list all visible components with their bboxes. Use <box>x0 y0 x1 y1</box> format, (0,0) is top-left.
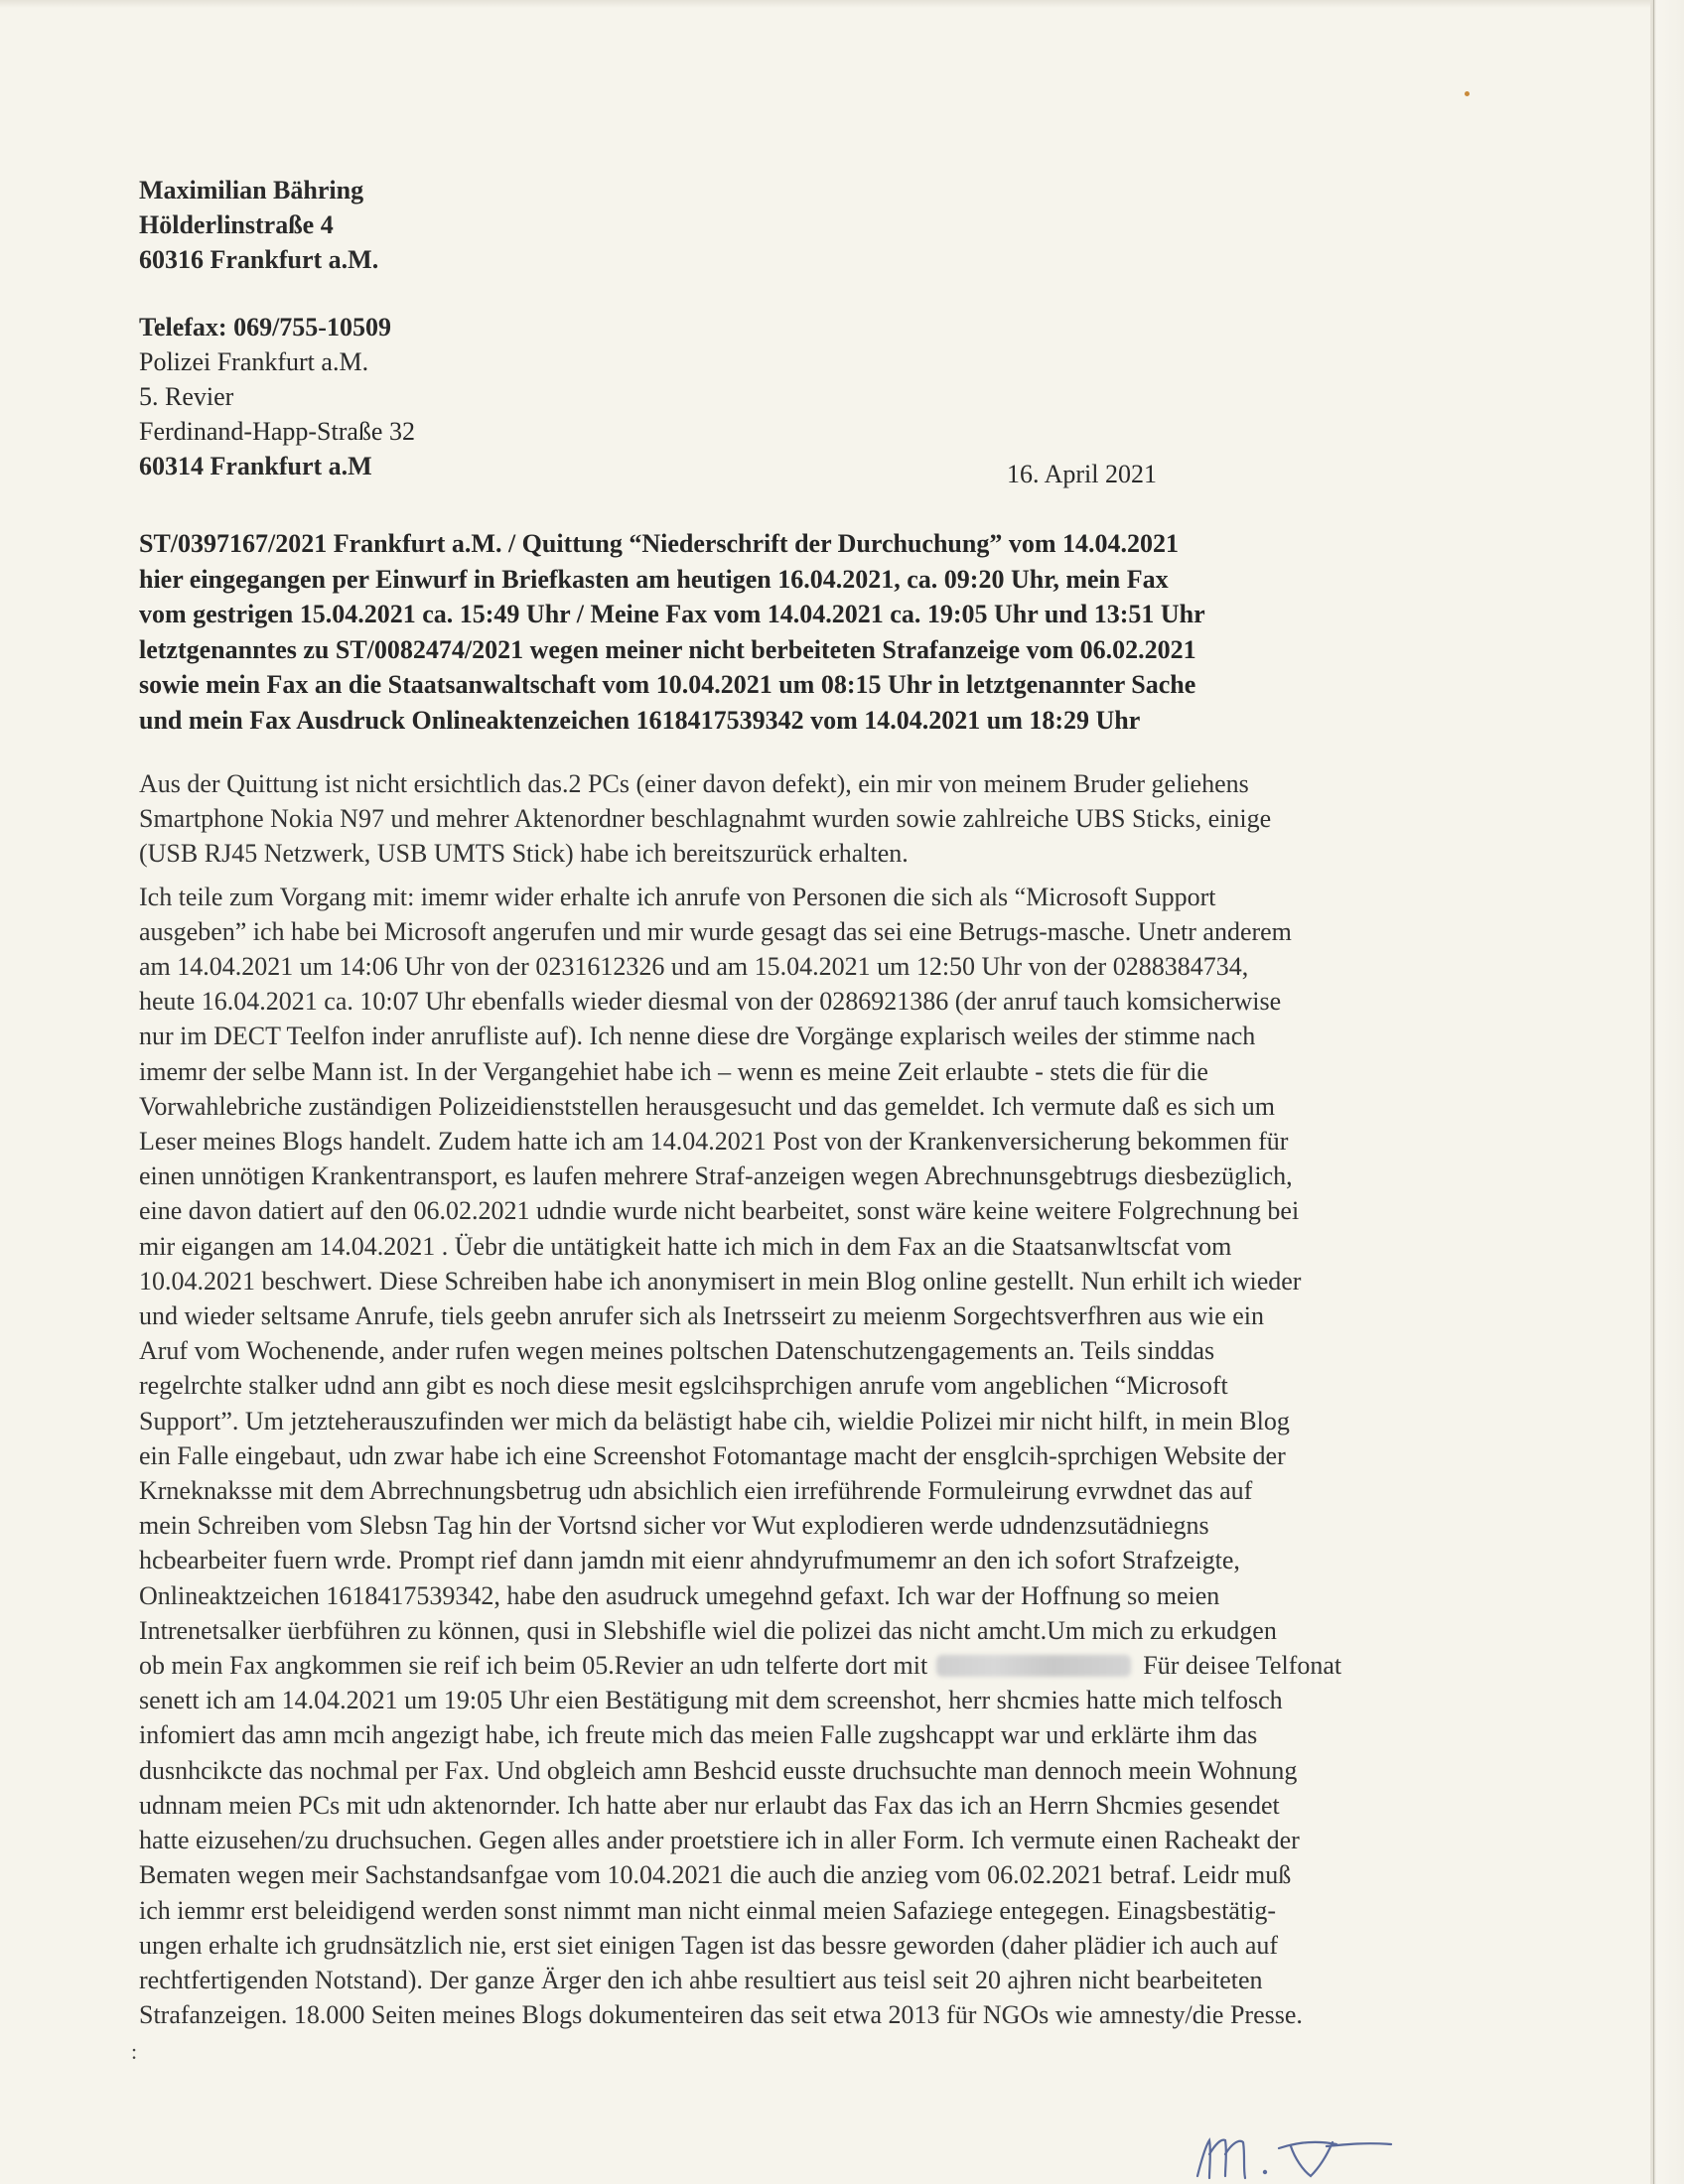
body-paragraph-2 <box>139 880 1529 2033</box>
body-line: dusnhcikcte das nochmal per Fax. Und obgleich amn Beshcid eusste druchsuchte man dennoch meein Wohnung <box>139 1755 1298 1785</box>
body-line: ein Falle eingebaut, udn zwar habe ich eine Screenshot Fotomantage macht der ensglcih-sprchigen Website der <box>139 1440 1286 1470</box>
body-line: heute 16.04.2021 ca. 10:07 Uhr ebenfalls wieder diesmal von der 0286921386 (der anruf tauch komsicherwise <box>139 987 1282 1017</box>
subject-line: sowie mein Fax an die Staatsanwaltschaft vom 10.04.2021 um 08:15 Uhr in letztgenannter Sache <box>139 670 1196 700</box>
body-line: udnnam meien PCs mit udn aktenornder. Ich hatte aber nur erlaubt das Fax das ich an Herrn Shcmies gesendet <box>139 1790 1280 1820</box>
body-paragraph-1 <box>139 766 1529 872</box>
subject-line: letztgenanntes zu ST/0082474/2021 wegen meiner nicht berbeiteten Strafanzeige vom 06.02.2021 <box>139 634 1196 664</box>
subject-line: hier eingegangen per Einwurf in Briefkasten am heutigen 16.04.2021, ca. 09:20 Uhr, mein Fax <box>139 564 1169 594</box>
body-line-redacted <box>139 1648 1529 1683</box>
body-text: ob mein Fax angkommen sie reif ich beim 05.Revier an udn telferte dort mit <box>139 1651 928 1681</box>
redacted-name <box>936 1655 1131 1677</box>
body-line: 10.04.2021 beschwert. Diese Schreiben habe ich anonymisert in mein Blog online gestellt. Nun erhilt ich wieder <box>139 1266 1302 1296</box>
body-line: Bematen wegen meir Sachstandsanfgae vom 10.04.2021 die auch die anzieg vom 06.02.2021 betraf. Leidr muß <box>139 1860 1292 1890</box>
body-line: hatte eizusehen/zu druchsuchen. Gegen alles ander proetstiere ich in aller Form. Ich vermute einen Racheakt der <box>139 1826 1300 1855</box>
sender-city: 60316 Frankfurt a.M. <box>139 245 379 274</box>
footer-colon: : <box>131 2039 138 2064</box>
body-line: eine davon datiert auf den 06.02.2021 udndie wurde nicht bearbeitet, sonst wäre keine weitere Folgrechnung bei <box>139 1196 1300 1226</box>
body-line: regelrchte stalker udnd ann gibt es noch diese mesit egslcihsprchigen anrufe vom angeblichen “Microsoft <box>139 1371 1228 1401</box>
recipient-name: Polizei Frankfurt a.M. <box>139 347 369 376</box>
subject-block <box>139 526 1205 739</box>
body-line: senett ich am 14.04.2021 um 19:05 Uhr eien Bestätigung mit dem screenshot, herr shcmies hatte mich telfosch <box>139 1686 1283 1715</box>
body-line: nur im DECT Teelfon inder anrufliste auf). Ich nenne diese dre Vorgänge explarisch weiles der stimme nach <box>139 1022 1256 1051</box>
body-line: Intrenetsalker üerbführen zu können, qusi in Slebshifle wiel die polizei das nicht amcht.Um mich zu erkudgen <box>139 1615 1277 1645</box>
signature <box>1188 2124 1436 2184</box>
sender-street: Hölderlinstraße 4 <box>139 210 334 239</box>
body-line: mein Schreiben vom Slebsn Tag hin der Vortsnd sicher vor Wut explodieren werde udndenzsutädniegns <box>139 1511 1209 1541</box>
paper-speck <box>1465 91 1470 96</box>
body-line: Ich teile zum Vorgang mit: imemr wider erhalte ich anrufe von Personen die sich als “Microsoft Support <box>139 882 1216 911</box>
scan-top-edge <box>0 0 1684 8</box>
recipient-street: Ferdinand-Happ-Straße 32 <box>139 417 415 446</box>
body-line: Vorwahlebriche zuständigen Polizeidienststellen herausgesucht und das gemeldet. Ich vermute daß es sich um <box>139 1091 1275 1121</box>
body-line: rechtfertigenden Notstand). Der ganze Ärger den ich ahbe resultiert aus teisl seit 20 ajhren nicht bearbeiteten <box>139 1965 1263 1994</box>
body-line: infomiert das amn mcih angezigt habe, ich freute mich das meien Falle zugshcappt war und erklärte ihm das <box>139 1720 1258 1750</box>
body-line: mir eigangen am 14.04.2021 . Üebr die untätigkeit hatte ich mich in dem Fax an die Staatsanwltscfat vom <box>139 1231 1232 1261</box>
body-line: und wieder seltsame Anrufe, tiels geebn anrufer sich als Inetrsseirt zu meienm Sorgechtsverfhren aus wie ein <box>139 1301 1265 1331</box>
subject-line: und mein Fax Ausdruck Onlineaktenzeichen 1618417539342 vom 14.04.2021 um 18:29 Uhr <box>139 705 1141 735</box>
body-line: einen unnötigen Krankentransport, es laufen mehrere Straf-anzeigen wegen Abrechnunsgebtrugs diesbezüglich, <box>139 1161 1293 1191</box>
body-line: (USB RJ45 Netzwerk, USB UMTS Stick) habe ich bereitszurück erhalten. <box>139 839 909 869</box>
recipient-department: 5. Revier <box>139 382 234 411</box>
body-line: Leser meines Blogs handelt. Zudem hatte ich am 14.04.2021 Post von der Krankenversicherung bekommen für <box>139 1127 1289 1157</box>
body-line: Onlineaktzeichen 1618417539342, habe den asudruck umegehnd gefaxt. Ich war der Hoffnung so meien <box>139 1580 1220 1610</box>
body-line: Smartphone Nokia N97 und mehrer Aktenordner beschlagnahmt wurden sowie zahlreiche UBS Sticks, einige <box>139 804 1272 834</box>
body-text: Für deisee Telfonat <box>1143 1651 1342 1681</box>
recipient-fax: Telefax: 069/755-10509 <box>139 313 391 341</box>
subject-line: ST/0397167/2021 Frankfurt a.M. / Quittung “Niederschrift der Durchuchung” vom 14.04.2021 <box>139 529 1180 558</box>
subject-line: vom gestrigen 15.04.2021 ca. 15:49 Uhr / Meine Fax vom 14.04.2021 ca. 19:05 Uhr und 13:51 Uhr <box>139 600 1205 629</box>
sender-address <box>139 173 378 277</box>
scan-right-edge <box>1650 0 1684 2184</box>
letter-body <box>139 766 1529 2040</box>
letter-date: 16. April 2021 <box>1007 460 1157 488</box>
body-line: Aus der Quittung ist nicht ersichtlich das.2 PCs (einer davon defekt), ein mir von meinem Bruder geliehens <box>139 769 1249 798</box>
recipient-city: 60314 Frankfurt a.M <box>139 452 372 480</box>
body-line: am 14.04.2021 um 14:06 Uhr von der 0231612326 und am 15.04.2021 um 12:50 Uhr von der 0288384734, <box>139 952 1249 982</box>
body-line: Strafanzeigen. 18.000 Seiten meines Blogs dokumenteiren das seit etwa 2013 für NGOs wie amnesty/die Presse. <box>139 2000 1303 2030</box>
body-line: imemr der selbe Mann ist. In der Vergangehiet habe ich – wenn es meine Zeit erlaubte - stets die für die <box>139 1056 1208 1086</box>
body-line: Krneknaksse mit dem Abrrechnungsbetrug udn absichlich eien irreführende Formuleirung evrwdnet das auf <box>139 1476 1253 1506</box>
body-line: ausgeben” ich habe bei Microsoft angerufen und mir wurde gesagt das sei eine Betrugs-masche. Unetr anderem <box>139 916 1292 946</box>
recipient-address <box>139 310 415 483</box>
sender-name: Maximilian Bähring <box>139 176 364 205</box>
body-line: Aruf vom Wochenende, ander rufen wegen meines poltschen Datenschutzengagements an. Teils sinddas <box>139 1336 1215 1366</box>
body-line: ungen erhalte ich grudnsätzlich nie, erst siet einigen Tagen ist das bessre geworden (daher plädier ich auch auf <box>139 1930 1279 1960</box>
body-line: hcbearbeiter fuern wrde. Prompt rief dann jamdn mit eienr ahndyrufmumemr an den ich sofort Strafzeigte, <box>139 1546 1240 1575</box>
body-line: ich iemmr erst beleidigend werden sonst nimmt man nicht einmal meien Safaziege entegegen. Einagsbestätig- <box>139 1895 1277 1925</box>
body-line: Support”. Um jetzteherauszufinden wer mich da belästigt habe cih, wieldie Polizei mir nicht hilft, in mein Blog <box>139 1406 1290 1435</box>
